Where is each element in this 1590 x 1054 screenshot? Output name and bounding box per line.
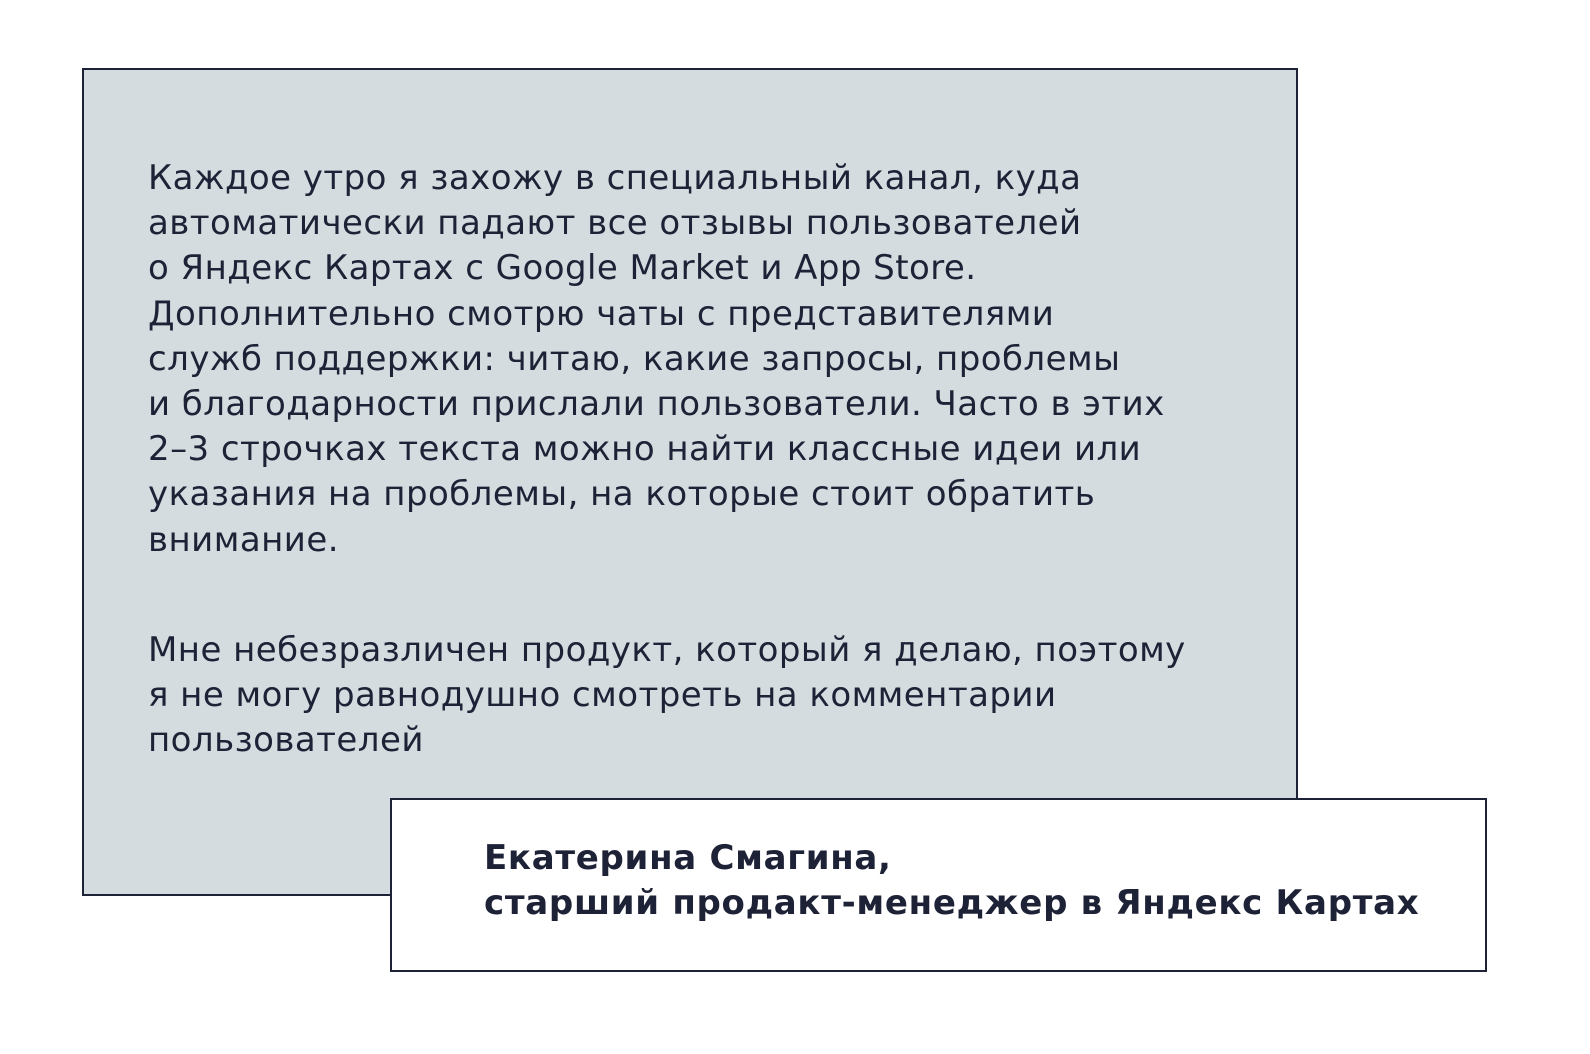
author-caption <box>484 836 1419 926</box>
quote-paragraph-1: Каждое утро я захожу в специальный канал, куда автоматически падают все отзывы пользователей о Яндекс Картах с Google Market и App Store. Дополнительно смотрю чаты с представителями служб поддержки: читаю, какие запросы, проблемы и благодарности прислали пользователи. Часто в этих 2–3 строчках текста можно найти классные идеи или указания на проблемы, на которые стоит обратить внимание. <box>148 158 1165 560</box>
quote-text <box>148 156 1188 763</box>
author-card <box>390 798 1487 972</box>
quote-paragraph-2: Мне небезразличен продукт, который я делаю, поэтому я не могу равнодушно смотреть на комментарии пользователей <box>148 629 1186 761</box>
quote-card <box>82 68 1298 896</box>
author-role: старший продакт-менеджер в Яндекс Картах <box>484 883 1420 923</box>
author-name: Екатерина Смагина, <box>484 838 892 878</box>
